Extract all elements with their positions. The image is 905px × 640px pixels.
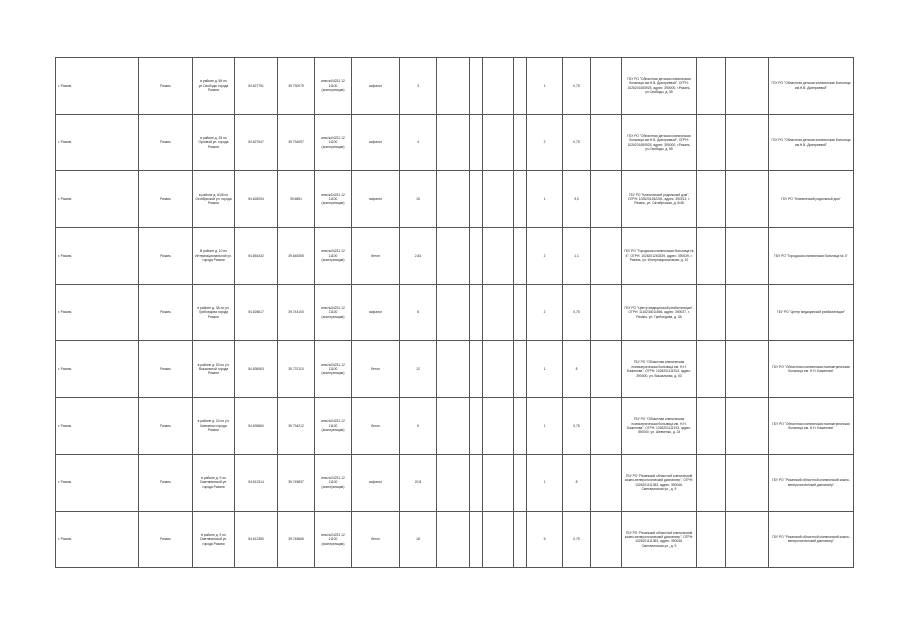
empty-cell	[591, 58, 622, 115]
longitude-cell: 39.646355	[278, 228, 315, 285]
latitude-cell: 54.627047	[235, 114, 278, 171]
city-cell: г. Рязань	[56, 284, 139, 341]
empty-cell	[483, 114, 514, 171]
empty-cell	[726, 228, 769, 285]
city-cell: г. Рязань	[56, 114, 139, 171]
settlement-cell: Рязань	[139, 454, 193, 511]
inventory-cell: инв.№04231 12 11100 (эксплуатация)	[315, 228, 352, 285]
empty-cell	[437, 171, 470, 228]
empty-cell	[514, 114, 527, 171]
waste-source-cell: ГБУ РО "Областная клиническая психиатрическая больница им. Н.Н. Баженова"	[769, 398, 854, 455]
inventory-cell: инв.№04231 12 11100 (эксплуатация)	[315, 454, 352, 511]
area-cell: 2.84	[400, 228, 437, 285]
longitude-cell: 39.734097	[278, 114, 315, 171]
container-count-cell: 2	[527, 284, 563, 341]
container-count-cell: 1	[527, 454, 563, 511]
address-cell: в районе д. 56 по ул.Свободы города Рязани	[193, 58, 235, 115]
waste-source-cell: ГБУ РО "Рязанский областной клинический кожно-венерологический диспансер"	[769, 511, 854, 568]
empty-cell	[591, 171, 622, 228]
surface-cell: асфальт	[352, 284, 400, 341]
table-row	[56, 171, 854, 228]
empty-cell	[726, 454, 769, 511]
surface-cell: бетон	[352, 511, 400, 568]
empty-cell	[437, 454, 470, 511]
container-volume-cell: 0,75	[563, 284, 591, 341]
container-volume-cell: 0,75	[563, 58, 591, 115]
surface-cell: асфальт	[352, 58, 400, 115]
empty-cell	[437, 58, 470, 115]
longitude-cell: 39.734212	[278, 398, 315, 455]
empty-cell	[470, 58, 483, 115]
waste-source-cell: ГБУ РО "Областная детская клиническая больница им.Н.В. Дмитриевой"	[769, 114, 854, 171]
address-cell: В районе д. 10 по Интернациональной ул. города Рязани	[193, 228, 235, 285]
area-cell: 3	[400, 58, 437, 115]
empty-cell	[697, 58, 726, 115]
city-cell: г. Рязань	[56, 454, 139, 511]
inventory-cell: инв.№04231 12 11100 (эксплуатация)	[315, 284, 352, 341]
settlement-cell: Рязань	[139, 171, 193, 228]
empty-cell	[470, 171, 483, 228]
empty-cell	[470, 228, 483, 285]
city-cell: г. Рязань	[56, 58, 139, 115]
address-cell: в районе д. 3А по ул. Грибоедова города Рязани	[193, 284, 235, 341]
empty-cell	[483, 454, 514, 511]
city-cell: г. Рязань	[56, 511, 139, 568]
container-count-cell: 1	[527, 171, 563, 228]
empty-cell	[697, 398, 726, 455]
waste-source-cell: ГБУ РО "Центр медицинской реабилитации"	[769, 284, 854, 341]
owner-cell: ГБУ РО "Центр медицинской реабилитации", ОГРН: 1116234011666, адрес: 390037, г. Рязань, ул. Грибоедова, д. 3А	[622, 284, 697, 341]
settlement-cell: Рязань	[139, 511, 193, 568]
inventory-cell: инв.№04231 12 11100 (эксплуатация)	[315, 114, 352, 171]
container-count-cell: 5	[527, 511, 563, 568]
empty-cell	[514, 228, 527, 285]
empty-cell	[483, 511, 514, 568]
empty-cell	[697, 454, 726, 511]
table-row	[56, 341, 854, 398]
longitude-cell: 39.744100	[278, 284, 315, 341]
empty-cell	[697, 171, 726, 228]
latitude-cell: 54.628254	[235, 171, 278, 228]
address-cell: в районе д. 9 по Сметанинской ул. города Рязани	[193, 454, 235, 511]
table-row	[56, 398, 854, 455]
empty-cell	[514, 398, 527, 455]
empty-cell	[514, 341, 527, 398]
settlement-cell: Рязань	[139, 228, 193, 285]
longitude-cell: 39.6851	[278, 171, 315, 228]
area-cell: 15	[400, 171, 437, 228]
waste-source-cell: ГБУ РО "Клинический родильный дом"	[769, 171, 854, 228]
empty-cell	[470, 398, 483, 455]
city-cell: г. Рязань	[56, 341, 139, 398]
longitude-cell: 39.745837	[278, 454, 315, 511]
empty-cell	[470, 114, 483, 171]
area-cell: 18	[400, 511, 437, 568]
address-cell: в районе д. 25 по Орловой ул. города Рязани	[193, 114, 235, 171]
empty-cell	[483, 398, 514, 455]
empty-cell	[726, 58, 769, 115]
empty-cell	[697, 228, 726, 285]
inventory-cell: инв.№04231 12 11100 (эксплуатация)	[315, 171, 352, 228]
surface-cell: асфальт	[352, 114, 400, 171]
longitude-cell: 39.745666	[278, 511, 315, 568]
owner-cell: ГБУ РО "Областная клиническая психиатрическая больница им. Н.Н. Баженова", ОГРН: 1026201111913, адрес: 390000, ул. Шевченко, д. 24	[622, 398, 697, 455]
waste-source-cell: ГБУ РО "Областная детская клиническая больница им.Н.В. Дмитриевой"	[769, 58, 854, 115]
owner-cell: ГБУ РО "Клинический родильный дом", ОГРН: 1026201262261, адрес: 390013, г. Рязань, ул. Октябрьская, д. 6/48	[622, 171, 697, 228]
area-cell: 20,8	[400, 454, 437, 511]
container-count-cell: 1	[527, 341, 563, 398]
empty-cell	[483, 171, 514, 228]
empty-cell	[697, 511, 726, 568]
longitude-cell: 39.730079	[278, 58, 315, 115]
settlement-cell: Рязань	[139, 284, 193, 341]
latitude-cell: 54.636063	[235, 341, 278, 398]
empty-cell	[437, 341, 470, 398]
area-cell: 4	[400, 114, 437, 171]
empty-cell	[514, 511, 527, 568]
empty-cell	[591, 511, 622, 568]
owner-cell: ГБУ РО "Областная клиническая психиатрическая больница им. Н.Н. Баженова", ОГРН: 1026201111913, адрес: 390000, ул. Вокзальная, д. 53	[622, 341, 697, 398]
container-volume-cell: 0,75	[563, 114, 591, 171]
latitude-cell: 54.627751	[235, 58, 278, 115]
empty-cell	[591, 454, 622, 511]
container-volume-cell: 8	[563, 341, 591, 398]
surface-cell: бетон	[352, 341, 400, 398]
empty-cell	[726, 398, 769, 455]
table-row	[56, 114, 854, 171]
inventory-cell: инв.№04231 12 11100 (эксплуатация)	[315, 58, 352, 115]
empty-cell	[437, 398, 470, 455]
latitude-cell: 54.628617	[235, 284, 278, 341]
owner-cell: ГБУ РО "Рязанский областной клинический кожно-венерологический диспансер", ОГРН: 1026201111353, адрес: 390046, Сметанинская ул., д. 9	[622, 454, 697, 511]
container-volume-cell: 8	[563, 454, 591, 511]
area-cell: 12	[400, 341, 437, 398]
surface-cell: бетон	[352, 228, 400, 285]
settlement-cell: Рязань	[139, 114, 193, 171]
empty-cell	[470, 511, 483, 568]
empty-cell	[470, 454, 483, 511]
city-cell: г. Рязань	[56, 171, 139, 228]
table-row	[56, 58, 854, 115]
empty-cell	[483, 58, 514, 115]
empty-cell	[726, 284, 769, 341]
empty-cell	[726, 114, 769, 171]
empty-cell	[726, 341, 769, 398]
container-count-cell: 2	[527, 114, 563, 171]
container-count-cell: 2	[527, 228, 563, 285]
inventory-cell: инв.№04231 12 11100 (эксплуатация)	[315, 341, 352, 398]
container-volume-cell: 9,0	[563, 171, 591, 228]
empty-cell	[514, 58, 527, 115]
empty-cell	[591, 341, 622, 398]
latitude-cell: 54.612380	[235, 511, 278, 568]
owner-cell: ГБУ РО "Областная детская клиническая больница им.Н.В. Дмитриевой", ОГРН: 1026201080925, адрес: 390000, г.Рязань, ул.Свободы, д. 55	[622, 58, 697, 115]
surface-cell: асфальт	[352, 171, 400, 228]
latitude-cell: 54.654432	[235, 228, 278, 285]
owner-cell: ГБУ РО "Рязанский областной клинический кожно-венерологический диспансер", ОГРН: 1026201111353, адрес: 390046, Сметанинская ул., д. 9	[622, 511, 697, 568]
empty-cell	[591, 114, 622, 171]
empty-cell	[483, 284, 514, 341]
table-row	[56, 454, 854, 511]
surface-cell: бетон	[352, 398, 400, 455]
empty-cell	[437, 114, 470, 171]
inventory-cell: инв.№04231 12 11100 (эксплуатация)	[315, 511, 352, 568]
latitude-cell: 54.612314	[235, 454, 278, 511]
empty-cell	[483, 228, 514, 285]
address-cell: в районе д. 24 по ул. Шевченко города Рязани	[193, 398, 235, 455]
empty-cell	[514, 454, 527, 511]
empty-cell	[726, 171, 769, 228]
inventory-cell: инв.№04231 12 11100 (эксплуатация)	[315, 398, 352, 455]
empty-cell	[514, 171, 527, 228]
empty-cell	[591, 284, 622, 341]
empty-cell	[697, 284, 726, 341]
surface-cell: асфальт	[352, 454, 400, 511]
empty-cell	[437, 228, 470, 285]
empty-cell	[591, 228, 622, 285]
settlement-cell: Рязань	[139, 341, 193, 398]
empty-cell	[697, 114, 726, 171]
container-count-cell: 1	[527, 398, 563, 455]
container-volume-cell: 1,1	[563, 228, 591, 285]
address-cell: в районе д. 9 по Сметанинской ул. города Рязани	[193, 511, 235, 568]
empty-cell	[697, 341, 726, 398]
longitude-cell: 39.737110	[278, 341, 315, 398]
empty-cell	[483, 341, 514, 398]
container-volume-cell: 0,75	[563, 511, 591, 568]
owner-cell: ГБУ РО "Городская клиническая больница № 4", ОГРН: 1026201263339, адрес: 390039, г. Рязань, ул. Интернациональная, д. 10	[622, 228, 697, 285]
empty-cell	[591, 398, 622, 455]
empty-cell	[437, 511, 470, 568]
owner-cell: ГБУ РО "Областная детская клиническая больница им.Н.В. Дмитриевой", ОГРН: 1026201080925, адрес: 390000, г.Рязань, ул.Свободы, д. 55	[622, 114, 697, 171]
address-cell: в районе д. 53 по ул. Вокзальной города Рязани	[193, 341, 235, 398]
table-row	[56, 284, 854, 341]
empty-cell	[726, 511, 769, 568]
empty-cell	[437, 284, 470, 341]
waste-source-cell: ГБУ РО "Рязанский областной клинический кожно-венерологический диспансер"	[769, 454, 854, 511]
container-count-cell: 1	[527, 58, 563, 115]
city-cell: г. Рязань	[56, 228, 139, 285]
table-row	[56, 511, 854, 568]
waste-sites-table	[55, 57, 854, 568]
settlement-cell: Рязань	[139, 398, 193, 455]
waste-source-cell: ГБУ РО "Областная клиническая психиатрическая больница им. Н.Н. Баженова"	[769, 341, 854, 398]
container-volume-cell: 0,75	[563, 398, 591, 455]
latitude-cell: 54.635860	[235, 398, 278, 455]
city-cell: г. Рязань	[56, 398, 139, 455]
settlement-cell: Рязань	[139, 58, 193, 115]
empty-cell	[470, 284, 483, 341]
empty-cell	[470, 341, 483, 398]
area-cell: 5	[400, 398, 437, 455]
waste-source-cell: ГБУ РО "Городская клиническая больница № 4"	[769, 228, 854, 285]
empty-cell	[514, 284, 527, 341]
table-row	[56, 228, 854, 285]
address-cell: в районе д. 6/48 по Октябрьской ул. города Рязани	[193, 171, 235, 228]
area-cell: 8	[400, 284, 437, 341]
